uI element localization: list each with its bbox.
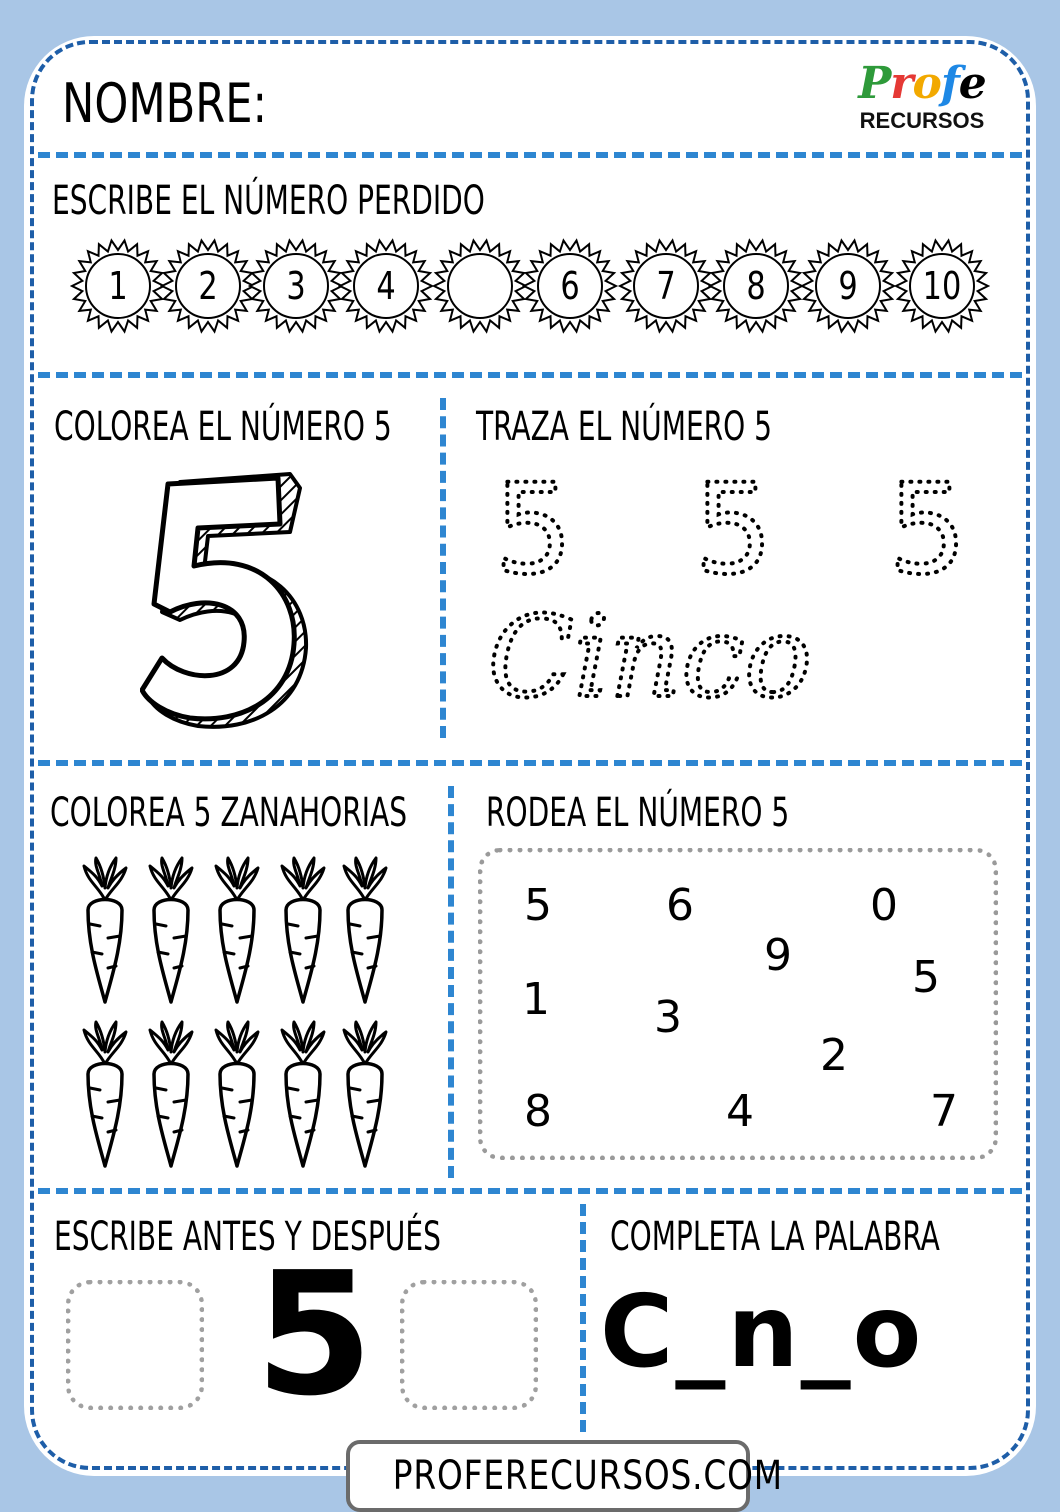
- sun-number: 10: [922, 264, 962, 308]
- carrot-icon[interactable]: [144, 1020, 198, 1170]
- circle-candidate-digit[interactable]: 2: [820, 1030, 848, 1081]
- sun-badge: [70, 238, 166, 334]
- divider-line: [440, 398, 446, 738]
- logo-wordmark: Profe: [858, 58, 986, 109]
- sun-badge: [160, 238, 256, 334]
- trace-digit: 5: [694, 470, 773, 602]
- before-answer-box[interactable]: [66, 1280, 204, 1410]
- after-answer-box[interactable]: [400, 1280, 538, 1410]
- trace-digit: 5: [888, 470, 967, 602]
- carrot-icon[interactable]: [78, 1020, 132, 1170]
- divider-line: [448, 786, 454, 1178]
- carrot-icon[interactable]: [210, 856, 264, 1006]
- sun-number: 8: [746, 264, 766, 308]
- circle-candidate-digit[interactable]: 0: [870, 880, 898, 931]
- sun-number: [442, 238, 519, 334]
- incomplete-word: C_n_o: [600, 1273, 924, 1390]
- divider-line: [38, 1188, 1022, 1194]
- circle-candidate-digit[interactable]: 4: [726, 1086, 754, 1137]
- center-number: 5: [255, 1236, 374, 1434]
- section-title-trace-number: TRAZA EL NÚMERO 5: [476, 404, 773, 450]
- color-number-digit: 5: [140, 470, 141, 471]
- sun-badge: [248, 238, 344, 334]
- divider-line: [580, 1204, 586, 1432]
- sun-number: 9: [838, 264, 858, 308]
- sun-number: 1: [108, 264, 128, 308]
- carrot-icon[interactable]: [210, 1020, 264, 1170]
- carrot-icon[interactable]: [276, 1020, 330, 1170]
- carrot-icon[interactable]: [144, 856, 198, 1006]
- sun-badge: [800, 238, 896, 334]
- circle-candidate-digit[interactable]: 9: [764, 930, 792, 981]
- sun-number: 2: [198, 264, 218, 308]
- sun-badge[interactable]: [432, 238, 528, 334]
- circle-candidate-digit[interactable]: 8: [524, 1086, 552, 1137]
- carrot-icon[interactable]: [338, 1020, 392, 1170]
- sun-number: 7: [656, 264, 676, 308]
- sun-number: 4: [376, 264, 396, 308]
- sun-number: 6: [560, 264, 580, 308]
- section-title-color-number: COLOREA EL NÚMERO 5: [54, 404, 392, 450]
- circle-candidate-digit[interactable]: 7: [930, 1086, 958, 1137]
- outlined-number-five: [140, 470, 310, 740]
- circle-candidate-digit[interactable]: 6: [666, 880, 694, 931]
- section-title-complete-word: COMPLETA LA PALABRA: [610, 1214, 940, 1260]
- divider-line: [38, 372, 1022, 378]
- carrot-icon[interactable]: [338, 856, 392, 1006]
- sun-number: 3: [286, 264, 306, 308]
- section-title-color-carrots: COLOREA 5 ZANAHORIAS: [50, 790, 408, 836]
- sun-badge: [338, 238, 434, 334]
- name-label: NOMBRE:: [62, 72, 268, 135]
- section-title-missing-number: ESCRIBE EL NÚMERO PERDIDO: [52, 178, 485, 224]
- sun-badge: [618, 238, 714, 334]
- circle-candidate-digit[interactable]: 5: [524, 880, 552, 931]
- trace-word: Cinco: [488, 593, 812, 720]
- footer-url[interactable]: PROFERECURSOS.COM: [392, 1453, 783, 1499]
- profe-recursos-logo: [852, 58, 992, 134]
- sun-badge: [894, 238, 990, 334]
- circle-candidate-digit[interactable]: 5: [912, 952, 940, 1003]
- logo-subtitle: RECURSOS: [859, 108, 985, 133]
- circle-candidate-digit[interactable]: 1: [522, 974, 550, 1025]
- footer-url-badge: [346, 1440, 783, 1512]
- carrot-icon[interactable]: [78, 856, 132, 1006]
- trace-area: [488, 470, 968, 720]
- sun-badge: [708, 238, 804, 334]
- circle-candidate-digit[interactable]: 3: [654, 992, 682, 1043]
- trace-digit: 5: [494, 470, 573, 602]
- carrot-icon[interactable]: [276, 856, 330, 1006]
- section-title-circle-number: RODEA EL NÚMERO 5: [486, 790, 790, 836]
- sun-badge: [522, 238, 618, 334]
- section-title-before-after: ESCRIBE ANTES Y DESPUÉS: [54, 1214, 441, 1260]
- divider-line: [38, 152, 1022, 158]
- divider-line: [38, 760, 1022, 766]
